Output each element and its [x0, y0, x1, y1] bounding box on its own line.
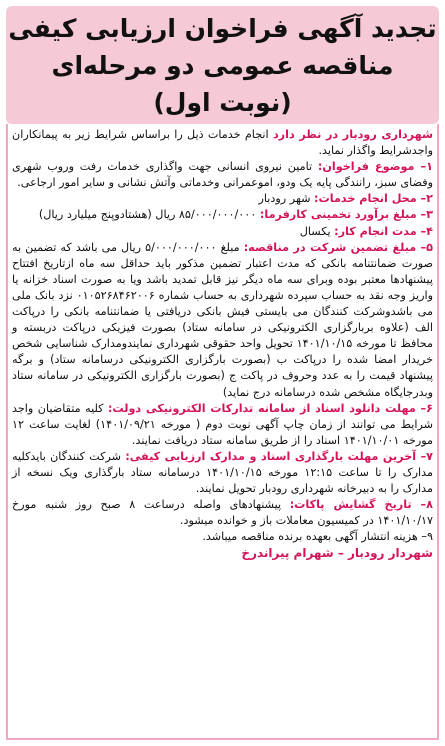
header-subtitle: مناقصه عمومی دو مرحله‌ای	[51, 50, 394, 80]
notice-body	[12, 127, 433, 562]
item-9	[12, 529, 433, 545]
intro-org: شهرداری رودبار در نظر دارد	[272, 128, 434, 141]
item-8-text: پیشنهادهای واصله درساعت ۸ صبح روز شنبه مورخ ۱۴۰۱/۱۰/۱۷ در کمیسیون معاملات باز و خوانده میشود.	[12, 498, 433, 528]
item-3-label: ۳– مبلغ برآورد تخمینی کارفرما:	[259, 208, 433, 222]
item-2-text: شهر رودبار	[258, 192, 315, 206]
intro-paragraph	[12, 127, 433, 159]
item-5	[12, 240, 433, 401]
item-2	[12, 191, 433, 207]
item-6-text: کلیه متقاضیان واجد شرایط می توانند از زمان چاپ آگهی نوبت دوم ( مورخه ۱۴۰۱/۰۹/۲۱) لغایت ساعت ۱۲ مورخه ۱۴۰۱/۱۰/۰۱ اسناد را از طریق سامانه ستاد دریافت نمایند.	[12, 401, 433, 447]
item-4-label: ۴– مدت انجام کار:	[334, 224, 433, 238]
item-3-text: ۸۵/۰۰۰/۰۰۰/۰۰۰ ریال (هشتادوپنج میلیارد ریال)	[38, 208, 260, 222]
item-1-label: ۱– موضوع فراخوان:	[317, 160, 433, 174]
item-1-text: تامین نیروی انسانی جهت واگذاری خدمات رفت وروب شهری وفضای سبز، رانندگی پایه یک ودو، اموعمرانی وخدماتی وآتش نشانی و سایر امور ارجاعی.	[12, 160, 433, 190]
header-round: (نوبت اول)	[153, 87, 292, 117]
item-8-label: ۸– تاریخ گشایش پاکات:	[289, 498, 433, 512]
item-1	[12, 159, 433, 191]
item-9-text: ۹– هزینه انتشار آگهی بعهده برنده مناقصه میباشد.	[202, 530, 433, 544]
notice-header	[6, 6, 439, 124]
item-4-text: یکسال	[299, 224, 335, 238]
item-7-text: شرکت کنندگان بایدکلیه مدارک را تا ساعت ۱۲:۱۵ مورخه ۱۴۰۱/۱۰/۱۵ درسامانه ستاد بارگذاری ویک نسخه از مدارک را به دبیرخانه شهرداری رودبار تحویل نمایند.	[12, 449, 434, 496]
item-5-label: ۵– مبلغ تضمین شرکت در مناقصه:	[243, 240, 433, 254]
item-2-label: ۲– محل انجام خدمات:	[314, 192, 433, 206]
item-8	[12, 497, 433, 529]
intro-text: انجام خدمات ذیل را براساس شرایط زیر به پیمانکاران واجدشرایط واگذار نماید.	[12, 128, 433, 158]
item-7-label: ۷– آخرین مهلت بارگذاری اسناد و مدارک ارزیابی کیفی:	[125, 449, 434, 463]
item-3	[12, 207, 433, 223]
signature: شهردار رودبار – شهرام پیراندرخ	[241, 546, 433, 561]
item-6-label: ۶– مهلت دانلود اسناد از سامانه تدارکات الکترونیکی دولت:	[107, 401, 433, 415]
item-6	[12, 401, 433, 449]
item-5-text: مبلغ ۵/۰۰۰/۰۰۰/۰۰۰ ریال می باشد که تضمین به صورت ضمانتنامه بانکی که مدت اعتبار تضمین مذکور باید حداقل سه ماه ازتاریخ افتتاح پیشنهادها معتبر بوده وبرای سه ماه دیگر نیز قابل تمدید باشد ویا به صورت اسناد خزانه یا واریز وجه نقد به حساب سپرده شهرداری به حساب شماره ۰۱۰۵۲۶۸۴۶۲۰۰۶ نزد بانک ملی می باشدوشرکت کنندگان می بایستی فیش بانکی دریافتی یا ضمانتنامه بانکی را درپاکت الف (علاوه بربارگزاری الکترونیکی در سامانه ستاد) بصورت فیزیکی درپاکت دربسته و محافظ تا مورخه ۱۴۰۱/۱۰/۱۵ تحویل واحد حقوقی شهرداری نمایندومدارک شناسایی شخص خریدار امضا شده را درپاکت ب (بصورت بارگزاری الکترونیکی درسامانه ستاد) و برگه پیشنهاد قیمت را به عدد وحروف در پاکت ج (بصورت بارگزاری الکترونیکی در سامانه ستاد وبدرجایگاه مشخص شده درسامانه درج نماید)	[12, 240, 433, 399]
header-title: تجدید آگهی فراخوان ارزیابی کیفی	[8, 13, 437, 43]
item-4	[12, 224, 433, 240]
item-7	[12, 449, 433, 497]
